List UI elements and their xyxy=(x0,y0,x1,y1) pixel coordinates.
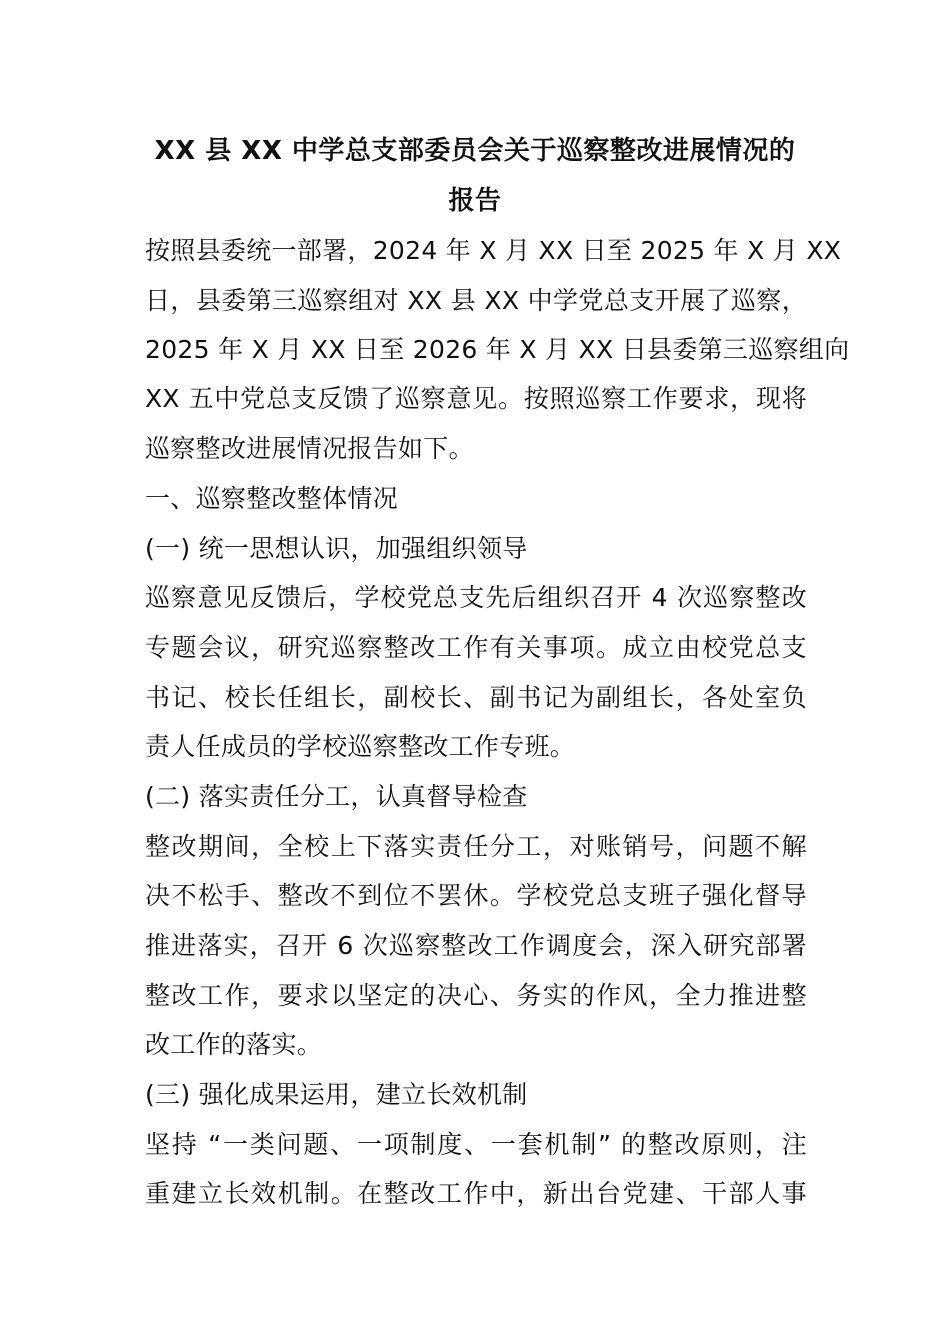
body-line: 书记、校长任组长，副校长、副书记为副组长，各处室负 xyxy=(145,683,807,712)
body-line: 巡察整改进展情况报告如下。 xyxy=(145,434,474,463)
body-line: 按照县委统一部署，2024 年 X 月 XX 日至 2025 年 X 月 XX xyxy=(145,236,842,265)
subsection-heading: (三) 强化成果运用，建立长效机制 xyxy=(145,1080,528,1109)
subsection-heading: (二) 落实责任分工，认真督导检查 xyxy=(145,782,528,811)
body-line: 改工作的落实。 xyxy=(145,1030,323,1059)
body-line: 巡察意见反馈后，学校党总支先后组织召开 4 次巡察整改 xyxy=(145,583,807,612)
body-line: 责人任成员的学校巡察整改工作专班。 xyxy=(145,732,576,761)
body-line: 整改期间，全校上下落实责任分工，对账销号，问题不解 xyxy=(145,832,807,861)
subsection-heading: (一) 统一思想认识，加强组织领导 xyxy=(145,534,528,563)
body-line: 坚持 “一类问题、一项制度、一套机制” 的整改原则，注 xyxy=(145,1130,807,1159)
section-heading: 一、巡察整改整体情况 xyxy=(145,484,399,513)
body-line: 2025 年 X 月 XX 日至 2026 年 X 月 XX 日县委第三巡察组向 xyxy=(145,335,850,364)
body-line: XX 五中党总支反馈了巡察意见。按照巡察工作要求，现将 xyxy=(145,384,807,413)
body-line: 决不松手、整改不到位不罢休。学校党总支班子强化督导 xyxy=(145,881,807,910)
body-line: 推进落实，召开 6 次巡察整改工作调度会，深入研究部署 xyxy=(145,931,807,960)
body-line: 专题会议，研究巡察整改工作有关事项。成立由校党总支 xyxy=(145,633,807,662)
document-title-line-1: XX 县 XX 中学总支部委员会关于巡察整改进展情况的 xyxy=(154,136,796,166)
body-line: 整改工作，要求以坚定的决心、务实的作风，全力推进整 xyxy=(145,981,807,1010)
document-title-line-2: 报告 xyxy=(448,186,502,216)
body-line: 重建立长效机制。在整改工作中，新出台党建、干部人事 xyxy=(145,1179,807,1208)
body-line: 日，县委第三巡察组对 XX 县 XX 中学党总支开展了巡察， xyxy=(145,286,807,315)
